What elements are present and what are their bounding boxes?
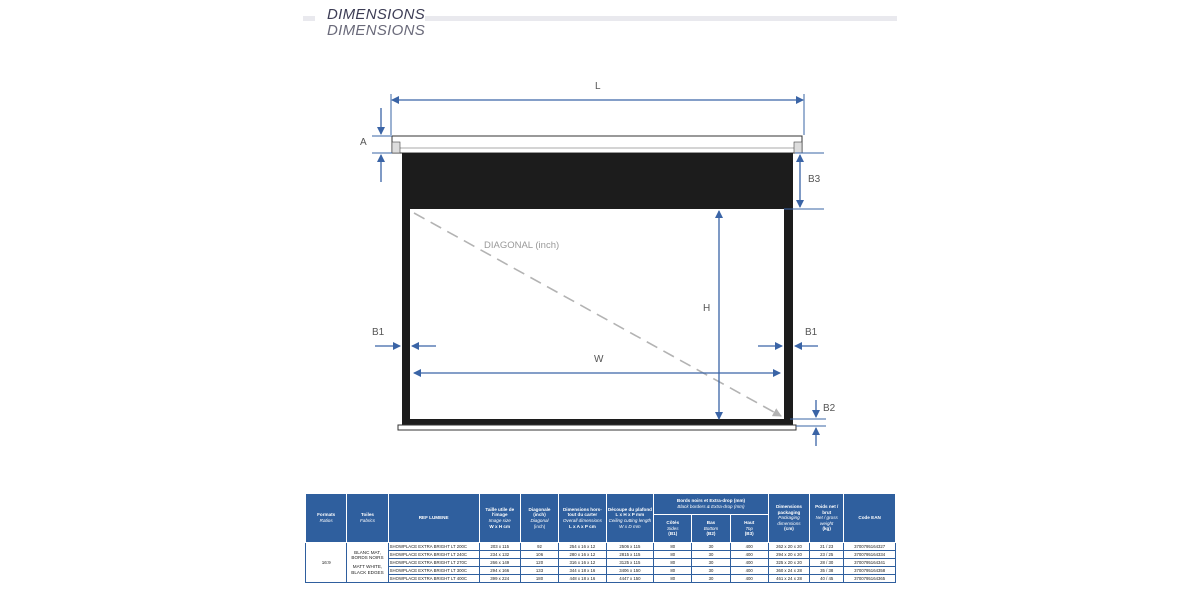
dim-l-label: L	[595, 81, 601, 92]
cell-diag: 133	[520, 567, 558, 575]
cell-cut: 3406 x 150	[606, 567, 654, 575]
cell-b3: 400	[730, 551, 768, 559]
cell-ref: SHOWPLACE EXTRA BRIGHT LT 240C	[388, 551, 479, 559]
fabric-cell	[347, 543, 388, 583]
spec-table-body	[306, 543, 896, 583]
cell-pack: 262 x 20 x 20	[768, 543, 809, 551]
table-row	[306, 575, 896, 583]
header-taille: Taille utile de l'image Image size W x H cm	[479, 494, 520, 543]
cell-b3: 400	[730, 543, 768, 551]
header-bas: Bas Bottom (B2)	[692, 515, 730, 543]
cell-dims: 254 x 16 x 12	[559, 543, 607, 551]
header-toiles: Toiles Fabrics	[347, 494, 388, 543]
cell-b2: 30	[692, 559, 730, 567]
cell-b3: 400	[730, 559, 768, 567]
cell-size: 294 x 166	[479, 567, 520, 575]
dim-b1-left-label: B1	[372, 327, 385, 338]
cell-b3: 400	[730, 575, 768, 583]
cell-weight: 40 / 45	[810, 575, 844, 583]
header-dimensions: Dimensions hors-tout du carter Overall dimensions L x A x P cm	[559, 494, 607, 543]
cell-ref: SHOWPLACE EXTRA BRIGHT LT 400C	[388, 575, 479, 583]
header-ean: Code EAN	[844, 494, 896, 543]
header-ref: REF LUMENE	[388, 494, 479, 543]
dim-a-label: A	[360, 137, 367, 148]
cell-ean: 3700795164327	[844, 543, 896, 551]
cell-ean: 3700795164358	[844, 567, 896, 575]
cell-b1: 80	[654, 567, 692, 575]
spec-table	[305, 493, 896, 583]
screen-housing	[392, 136, 802, 153]
cell-b2: 30	[692, 543, 730, 551]
cell-size: 399 x 224	[479, 575, 520, 583]
cell-pack: 294 x 20 x 20	[768, 551, 809, 559]
cell-ean: 3700795164365	[844, 575, 896, 583]
cell-diag: 120	[520, 559, 558, 567]
cell-dims: 448 x 18 x 16	[559, 575, 607, 583]
cell-ref: SHOWPLACE EXTRA BRIGHT LT 200C	[388, 543, 479, 551]
cell-b1: 80	[654, 551, 692, 559]
cell-ref: SHOWPLACE EXTRA BRIGHT LT 300C	[388, 567, 479, 575]
header-bords: Bords noirs et Extra-drop (mm) Black borders & Extra-drop (mm)	[654, 494, 769, 515]
header-packaging: Dimensions packaging Packaging dimensions (cm)	[768, 494, 809, 543]
cell-weight: 23 / 25	[810, 551, 844, 559]
cell-pack: 461 x 24 x 28	[768, 575, 809, 583]
cell-b3: 400	[730, 567, 768, 575]
dim-b2-label: B2	[823, 403, 836, 414]
screen-bottom-bar	[398, 425, 796, 430]
cell-weight: 21 / 23	[810, 543, 844, 551]
cell-cut: 3125 x 115	[606, 559, 654, 567]
cell-weight: 35 / 38	[810, 567, 844, 575]
header-decoupe: Découpe du plafond L x H x P mm Ceiling cutting length W x D mm	[606, 494, 654, 543]
table-row	[306, 567, 896, 575]
header-formats: Formats Ratios	[306, 494, 347, 543]
dim-b1-right-label: B1	[805, 327, 818, 338]
cell-dims: 316 x 16 x 12	[559, 559, 607, 567]
cell-pack: 325 x 20 x 20	[768, 559, 809, 567]
section-title: DIMENSIONS	[327, 6, 426, 23]
header-cotes: Côtés Sides (B1)	[654, 515, 692, 543]
cell-weight: 28 / 30	[810, 559, 844, 567]
diagonal-label: DIAGONAL (inch)	[484, 240, 560, 251]
housing-end-left	[392, 142, 400, 153]
cell-size: 266 x 149	[479, 559, 520, 567]
dim-w-label: W	[594, 354, 604, 365]
header-haut: Haut Top (B3)	[730, 515, 768, 543]
cell-diag: 92	[520, 543, 558, 551]
cell-size: 234 x 132	[479, 551, 520, 559]
cell-diag: 180	[520, 575, 558, 583]
cell-b1: 80	[654, 543, 692, 551]
format-cell: 16:9	[306, 543, 347, 583]
cell-diag: 106	[520, 551, 558, 559]
cell-ean: 3700795164341	[844, 559, 896, 567]
cell-size: 203 x 115	[479, 543, 520, 551]
table-row	[306, 551, 896, 559]
cell-dims: 344 x 18 x 16	[559, 567, 607, 575]
housing-end-right	[794, 142, 802, 153]
cell-b2: 30	[692, 551, 730, 559]
cell-b2: 30	[692, 575, 730, 583]
cell-ean: 3700795164334	[844, 551, 896, 559]
cell-b1: 80	[654, 559, 692, 567]
cell-dims: 280 x 16 x 12	[559, 551, 607, 559]
table-row	[306, 543, 896, 551]
cell-pack: 360 x 24 x 28	[768, 567, 809, 575]
table-row	[306, 559, 896, 567]
header-diagonale: Diagonale (inch) Diagonal (inch)	[520, 494, 558, 543]
cell-b1: 80	[654, 575, 692, 583]
dim-h-label: H	[703, 303, 711, 314]
header-poids: Poids net / brut Net / gross weight (kg)	[810, 494, 844, 543]
cell-cut: 2815 x 115	[606, 551, 654, 559]
dim-b3-label: B3	[808, 174, 821, 185]
cell-b2: 30	[692, 567, 730, 575]
section-subtitle: DIMENSIONS	[327, 22, 426, 39]
cell-ref: SHOWPLACE EXTRA BRIGHT LT 270C	[388, 559, 479, 567]
cell-cut: 4447 x 150	[606, 575, 654, 583]
cell-cut: 2506 x 115	[606, 543, 654, 551]
fabric-fr: BLANC MAT, BORDS NOIRS	[351, 549, 384, 561]
fabric-en: MATT WHITE, BLACK EDGES	[351, 564, 384, 575]
